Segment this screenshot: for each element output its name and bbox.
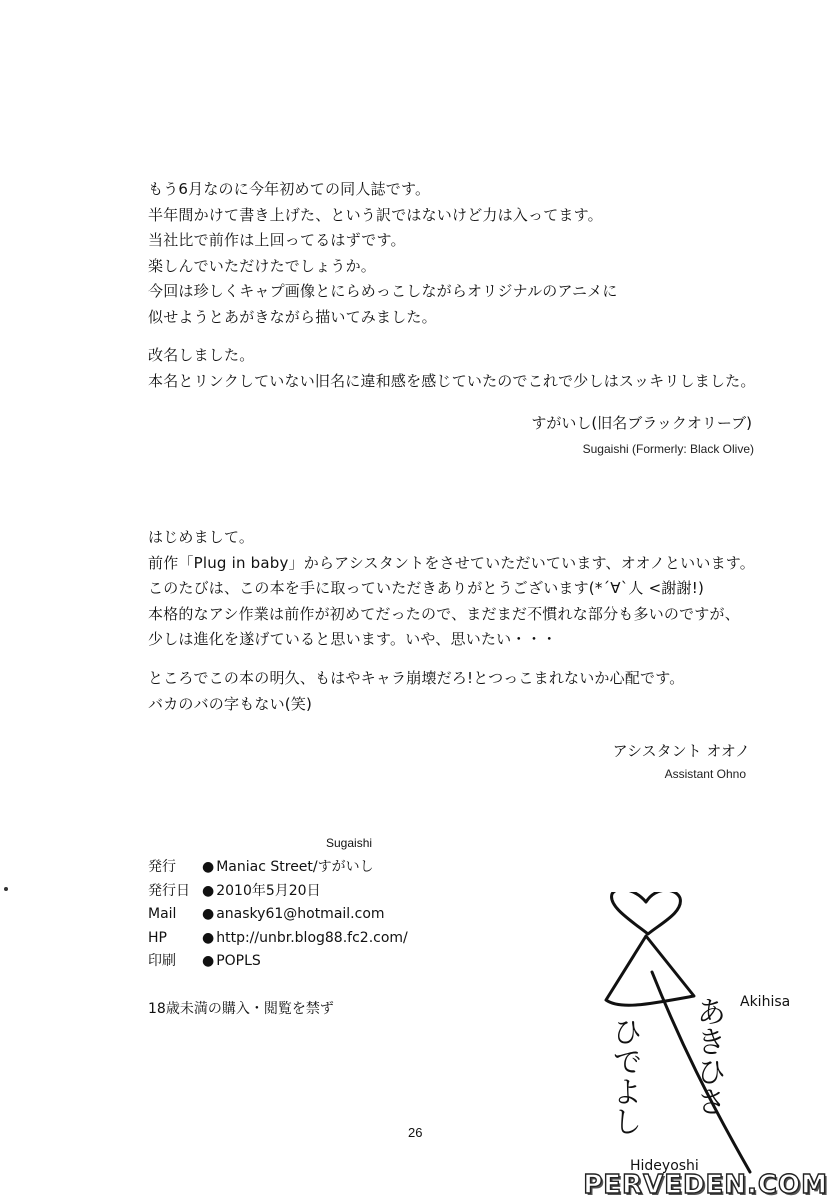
text-line: 似せようとあがきながら描いてみました。 [148,307,437,326]
colophon-key: 発行日 [148,882,190,899]
text-line: 改名しました。 [148,346,255,364]
signature-assistant-ja: アシスタント オオノ [612,742,750,760]
text-line: 当社比で前作は上回ってるはずです。 [148,231,406,249]
text-line: バカのバの字もない(笑) [148,694,313,713]
message-block-3 [148,525,755,653]
colophon [148,856,408,974]
text-line: 半年間かけて書き上げた、という訳ではないけど力は入ってます。 [148,205,603,224]
text-line: 本格的なアシ作業は前作が初めてだったので、まだまだ不慣れな部分も多いのですが、 [148,604,740,623]
text-line: ところでこの本の明久、もはやキャラ崩壊だろ!とつっこまれないか心配です。 [148,669,685,687]
text-line: 本名とリンクしていない旧名に違和感を感じていたのでこれで少しはスッキリしました。 [148,371,756,390]
colophon-row-printer [148,950,408,974]
heart-icon [612,892,681,934]
message-block-1 [148,177,618,330]
colophon-value: ● POPLS [202,950,261,974]
colophon-heading: Sugaishi [326,836,373,850]
umbrella-outline [606,936,694,1005]
margin-dot [4,887,8,891]
colophon-key: Mail [148,906,177,922]
text-line: 今回は珍しくキャプ画像とにらめっこしながらオリジナルのアニメに [148,282,618,300]
age-notice: 18歳未満の購入・閲覧を禁ず [148,1001,334,1017]
colophon-key: 印刷 [148,953,176,969]
signature-assistant-en: Assistant Ohno [664,767,746,781]
drawing-label-hideyoshi: Hideyoshi [630,1158,699,1174]
text-line: はじめまして。 [148,528,255,546]
message-block-4 [148,666,684,717]
message-block-2 [148,343,756,394]
colophon-key: 発行 [148,859,176,875]
colophon-value: ● Maniac Street/すがいし [202,856,374,880]
colophon-value: ● 2010年5月20日 [202,880,321,904]
drawing-name-right: あきひさ [690,996,726,1116]
colophon-key: HP [148,929,167,946]
colophon-row-mail [148,903,408,927]
drawing-label-akihisa: Akihisa [740,994,791,1010]
colophon-value: ● anasky61@hotmail.com [202,903,385,927]
page-number: 26 [408,1125,423,1140]
signature-sugaishi-ja: すがいし(旧名ブラックオリーブ) [531,414,752,432]
text-line: 少しは進化を遂げていると思います。いや、思いたい・・・ [148,630,557,648]
text-line: 前作「Plug in baby」からアシスタントをさせていただいています、オオノといいます。 [148,553,755,572]
text-line: このたびは、この本を手に取っていただきありがとうございます(*´∀`人 <謝謝!) [148,579,705,597]
text-line: もう6月なのに今年初めての同人誌です。 [148,180,431,198]
colophon-value: ● http://unbr.blog88.fc2.com/ [202,927,408,951]
colophon-row-homepage [148,927,408,951]
watermark: PERVEDEN.COM [583,1170,828,1200]
drawing-name-left: ひでよし [606,1016,642,1136]
text-line: 楽しんでいただけたでしょうか。 [148,256,377,275]
colophon-row-publisher [148,856,408,880]
umbrella-drawing [590,892,830,1182]
colophon-row-date [148,880,408,904]
signature-sugaishi-en: Sugaishi (Formerly: Black Olive) [582,442,754,456]
